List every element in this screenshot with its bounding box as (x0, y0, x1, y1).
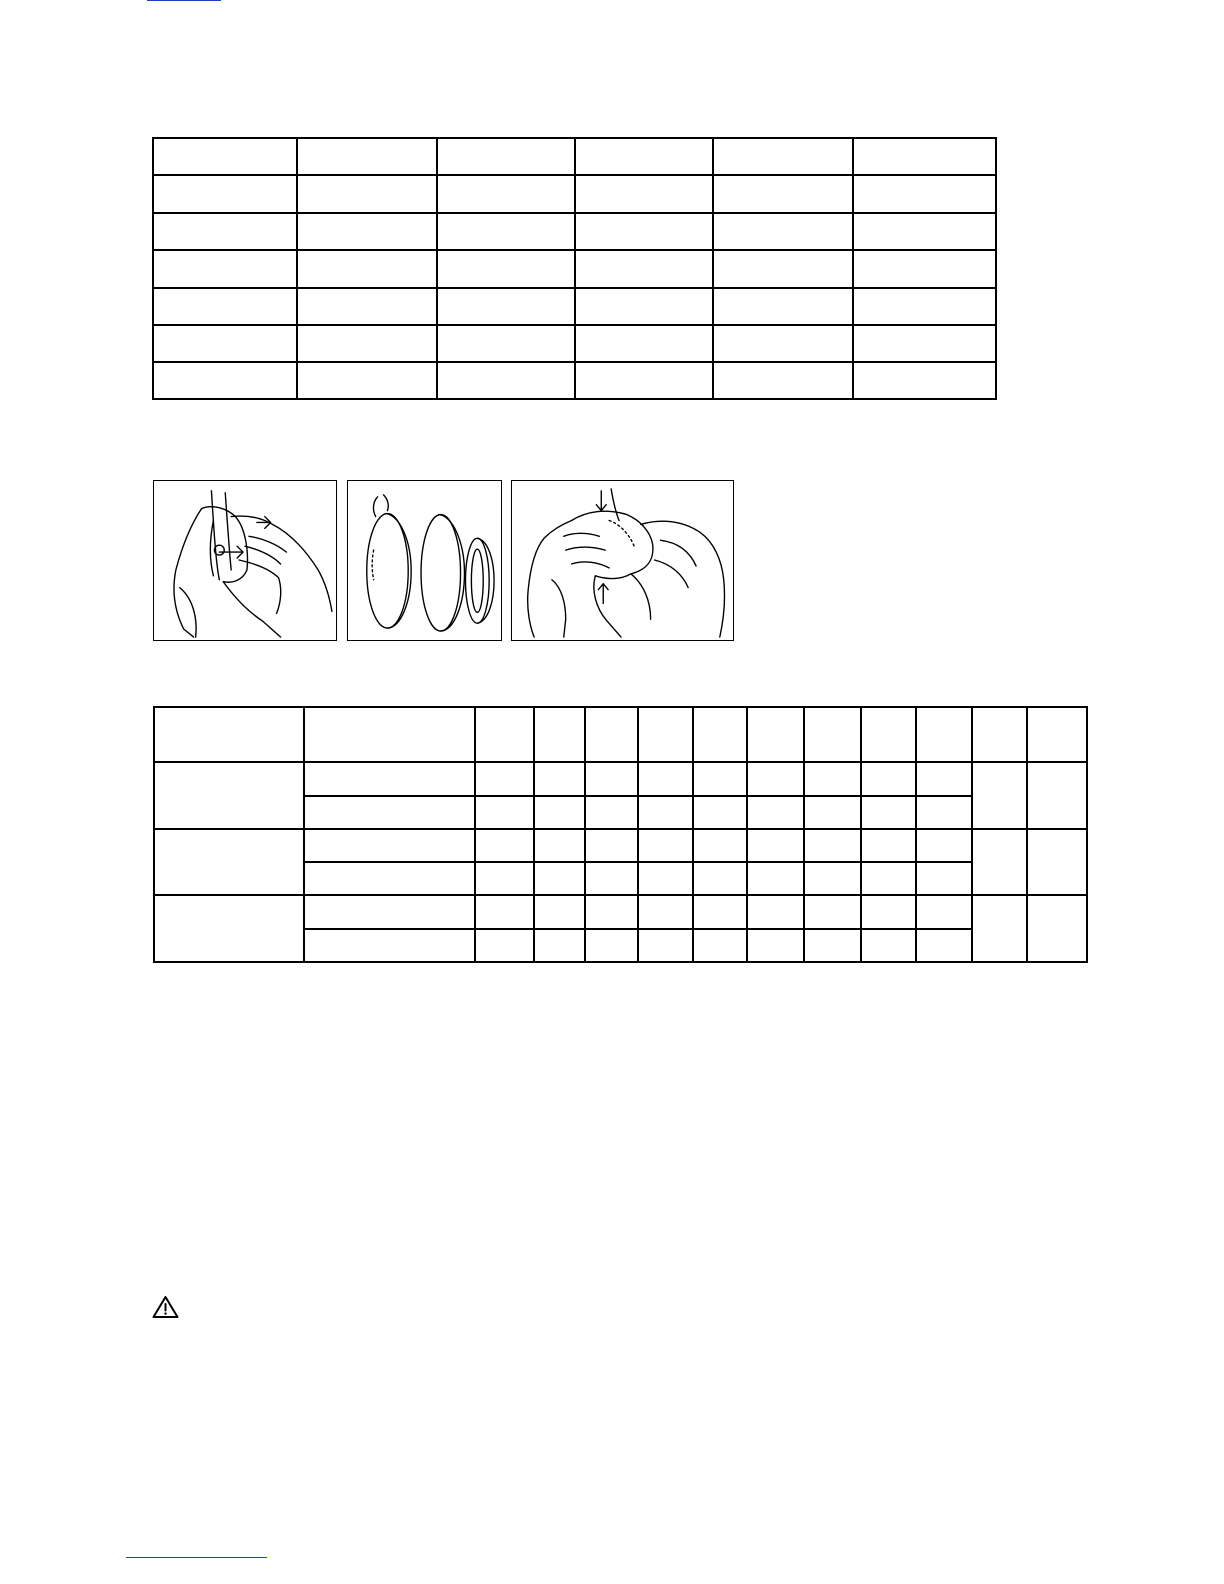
merged-value-cell (972, 762, 1027, 829)
table-cell (437, 362, 575, 399)
merged-value-cell (1027, 762, 1087, 829)
table-header-cell (154, 707, 304, 762)
table-cell (437, 213, 575, 250)
table-cell (713, 250, 853, 288)
table-cell (804, 862, 861, 895)
group-label-cell (154, 829, 304, 896)
table-cell (747, 796, 804, 829)
table-cell (304, 829, 475, 862)
table-cell (585, 762, 638, 795)
table-header-cell (304, 707, 475, 762)
table-cell (713, 138, 853, 175)
table-cell (153, 362, 297, 399)
table-cell (916, 796, 972, 829)
table-cell (861, 829, 916, 862)
table-cell (853, 288, 996, 325)
warning-triangle-icon (152, 1295, 179, 1319)
table-cell (153, 138, 297, 175)
top-link-rule (147, 0, 221, 1)
table-header-cell (475, 707, 534, 762)
table-cell (304, 762, 475, 795)
bottom-link-rule (126, 1557, 267, 1558)
figure-attach-cushion (511, 480, 734, 641)
table-cell (297, 325, 437, 362)
table-cell (916, 829, 972, 862)
table-cell (534, 895, 585, 928)
table-cell (861, 762, 916, 795)
table-header-cell (747, 707, 804, 762)
table-cell (804, 796, 861, 829)
table-cell (693, 929, 747, 962)
table-cell (693, 862, 747, 895)
table-row (153, 213, 996, 250)
table-cell (713, 325, 853, 362)
table-row (153, 362, 996, 399)
table-cell (297, 213, 437, 250)
hands-attaching-ear-cushion-illustration (512, 481, 733, 640)
table-cell (853, 325, 996, 362)
table-cell (713, 213, 853, 250)
table-row (154, 829, 1087, 862)
table-cell (585, 862, 638, 895)
table-row (153, 325, 996, 362)
table-cell (153, 213, 297, 250)
table-cell (475, 796, 534, 829)
table-cell (916, 762, 972, 795)
table-cell (575, 175, 713, 213)
table-cell (575, 325, 713, 362)
table-cell (437, 175, 575, 213)
group-label-cell (154, 895, 304, 962)
table-cell (861, 862, 916, 895)
table-cell (297, 362, 437, 399)
table-cell (153, 250, 297, 288)
table-header-cell (638, 707, 693, 762)
table-cell (713, 362, 853, 399)
table-cell (153, 288, 297, 325)
table-header-cell (585, 707, 638, 762)
table-cell (747, 895, 804, 928)
table-cell (575, 213, 713, 250)
table-cell (747, 862, 804, 895)
table-cell (916, 929, 972, 962)
table-cell (437, 288, 575, 325)
table-cell (693, 796, 747, 829)
table-cell (853, 213, 996, 250)
table-cell (585, 895, 638, 928)
table-cell (916, 862, 972, 895)
table-cell (304, 929, 475, 962)
table-header-cell (693, 707, 747, 762)
table-cell (585, 829, 638, 862)
table-cell (747, 829, 804, 862)
table-cell (534, 796, 585, 829)
table-cell (534, 829, 585, 862)
table-cell (861, 796, 916, 829)
table-cell (304, 895, 475, 928)
table-cell (534, 929, 585, 962)
table-cell (747, 929, 804, 962)
table-header-cell (972, 707, 1027, 762)
table-cell (693, 762, 747, 795)
table-cell (437, 138, 575, 175)
table-header-cell (1027, 707, 1087, 762)
merged-value-cell (972, 895, 1027, 962)
table-cell (853, 362, 996, 399)
table-cell (534, 862, 585, 895)
table-cell (713, 175, 853, 213)
table-cell (304, 862, 475, 895)
table-cell (804, 929, 861, 962)
table-cell (861, 929, 916, 962)
table-cell (585, 796, 638, 829)
table-cell (853, 138, 996, 175)
figure-cushion-parts (347, 480, 502, 641)
table-cell (575, 250, 713, 288)
table-row (153, 138, 996, 175)
merged-value-cell (1027, 895, 1087, 962)
table-cell (638, 762, 693, 795)
table-row (154, 762, 1087, 795)
table-cell (638, 862, 693, 895)
table-header-cell (804, 707, 861, 762)
table-cell (713, 288, 853, 325)
merged-value-cell (972, 829, 1027, 896)
table-cell (747, 762, 804, 795)
table-cell (853, 250, 996, 288)
table-cell (297, 138, 437, 175)
table-row (154, 895, 1087, 928)
group-label-cell (154, 762, 304, 829)
table-cell (475, 762, 534, 795)
table-cell (475, 929, 534, 962)
hands-removing-ear-cushion-illustration (154, 481, 336, 640)
table-cell (575, 362, 713, 399)
table-cell (638, 829, 693, 862)
table-cell (575, 138, 713, 175)
table-header-cell (916, 707, 972, 762)
table-cell (853, 175, 996, 213)
table-cell (585, 929, 638, 962)
table-row (153, 250, 996, 288)
table-cell (693, 895, 747, 928)
table-cell (153, 175, 297, 213)
table-cell (638, 895, 693, 928)
table-cell (638, 929, 693, 962)
table-cell (297, 288, 437, 325)
attenuation-table (153, 706, 1088, 963)
table-cell (475, 829, 534, 862)
merged-value-cell (1027, 829, 1087, 896)
table-row (153, 288, 996, 325)
table-cell (475, 895, 534, 928)
table-cell (297, 250, 437, 288)
table-cell (638, 796, 693, 829)
table-header-cell (534, 707, 585, 762)
table-header-row (154, 707, 1087, 762)
ear-cup-cushion-parts-illustration (348, 481, 501, 640)
table-cell (804, 762, 861, 795)
table-cell (575, 288, 713, 325)
table-cell (804, 895, 861, 928)
table-cell (304, 796, 475, 829)
table-cell (475, 862, 534, 895)
table-cell (916, 895, 972, 928)
table-cell (297, 175, 437, 213)
table-cell (153, 325, 297, 362)
table-row (153, 175, 996, 213)
table-cell (534, 762, 585, 795)
table-cell (693, 829, 747, 862)
figure-remove-cushion (153, 480, 337, 641)
table-header-cell (861, 707, 916, 762)
specification-table (152, 137, 997, 400)
table-cell (437, 325, 575, 362)
table-cell (861, 895, 916, 928)
table-cell (437, 250, 575, 288)
table-cell (804, 829, 861, 862)
